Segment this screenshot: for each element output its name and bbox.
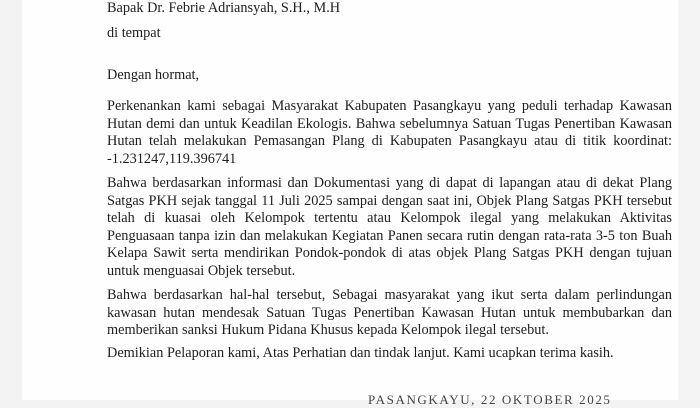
paragraph-text: Bahwa berdasarkan hal-hal tersebut, Sebagai masyarakat yang ikut serta dalam perlindungan kawasan hutan mendesak Satuan Tugas Penertiban Kawasan Hutan untuk membubarkan dan memberikan sanksi Hukum Pidana Khusus kepada Kelompok ilegal tersebut. bbox=[107, 287, 672, 339]
paragraph-text: Perkenankan kami sebagai Masyarakat Kabupaten Pasangkayu yang peduli terhadap Kawasan Hutan demi dan untuk Keadilan Ekologis. Bahwa sebelumnya Satuan Tugas Penertiban Kawasan Hutan telah melakukan Pemasangan Plang di Kabupaten Pasangkayu atau di titik koordinat: -1.231247,119.396741 bbox=[107, 98, 672, 167]
recipient-location: di tempat bbox=[107, 25, 161, 41]
page-margin-right bbox=[678, 0, 700, 400]
closing-statement: Demikian Pelaporan kami, Atas Perhatian dan tindak lanjut. Kami ucapkan terima kasih. bbox=[107, 345, 614, 361]
paragraph-text: Bahwa berdasarkan informasi dan Dokumentasi yang di dapat di lapangan atau di dekat Plang Satgas PKH sejak tanggal 11 Juli 2025 sampai dengan saat ini, Objek Plang Satgas PKH tersebut telah di kuasai oleh Kelompok tertentu atau Kelompok ilegal yang melakukan Aktivitas Penguasaan tanpa izin dan melakukan Kegiatan Panen secara rutin dengan rata-rata 3-5 ton Buah Kelapa Sawit serta mendirikan Pondok-pondok di atas objek Plang Satgas PKH dengan tujuan untuk menguasai Objek tersebut. bbox=[107, 175, 672, 279]
place-date: PASANGKAYU, 22 OKTOBER 2025 bbox=[368, 392, 612, 407]
paragraph-intro bbox=[107, 98, 672, 168]
paragraph-demand bbox=[107, 287, 672, 340]
salutation: Dengan hormat, bbox=[107, 67, 200, 83]
recipient-name: Bapak Dr. Febrie Adriansyah, S.H., M.H bbox=[107, 0, 341, 16]
paragraph-findings bbox=[107, 175, 672, 281]
